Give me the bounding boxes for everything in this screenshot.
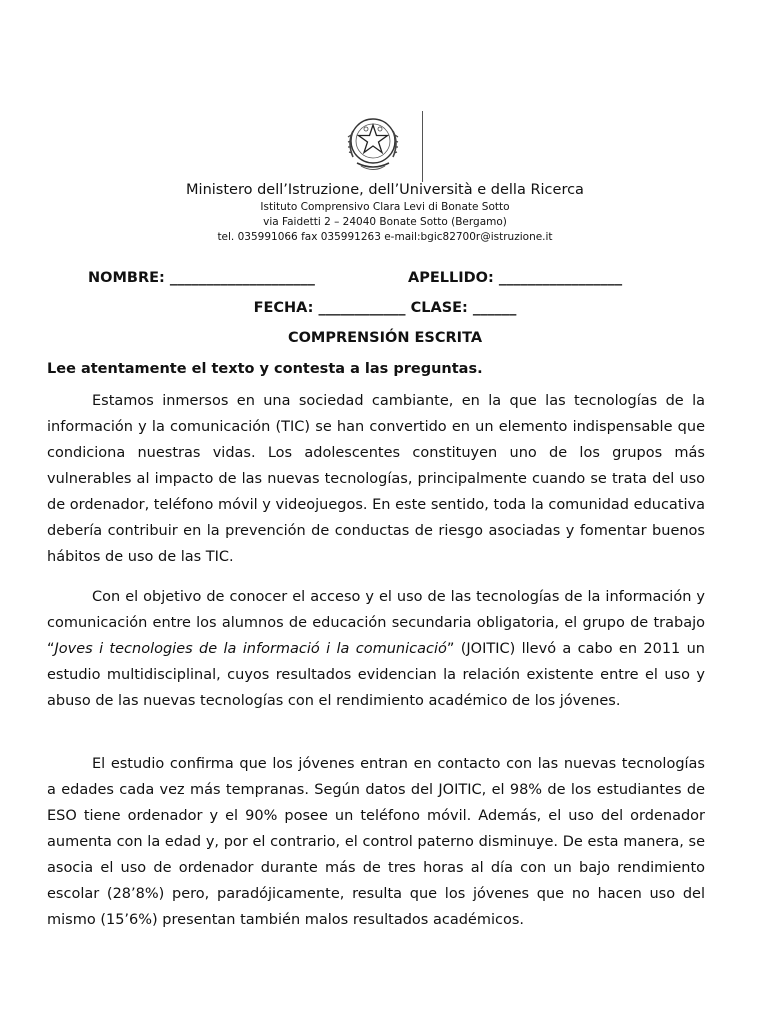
paragraph-1-text: Estamos inmersos en una sociedad cambiante, en la que las tecnologías de la información y la comunicación (TIC) se han convertido en un elemento indispensable que condiciona nuestras vidas. Los adolescentes constituyen uno de los grupos más vulnerables al impacto de las nuevas tecnologías, principalmente cuando se trata del uso de ordenador, teléfono móvil y videojuegos. En este sentido, toda la comunidad educativa debería contribuir en la prevención de conductas de riesgo asociadas y fomentar buenos hábitos de uso de las TIC. <box>47 393 705 565</box>
paragraph-3 <box>47 751 705 933</box>
paragraph-1 <box>47 388 705 570</box>
italian-republic-emblem-icon <box>345 111 401 177</box>
header-divider <box>422 111 423 182</box>
document-title: COMPRENSIÓN ESCRITA <box>287 330 483 346</box>
paragraph-2-text <box>47 584 705 714</box>
clase-field: CLASE: ______ <box>410 300 517 316</box>
school-contacts: tel. 035991066 fax 035991263 e-mail:bgic82700r@istruzione.it <box>217 231 553 243</box>
fecha-field: FECHA: ____________ <box>253 300 406 316</box>
letterhead <box>0 180 770 245</box>
nombre-field: NOMBRE: ____________________ <box>88 270 315 286</box>
paragraph-2 <box>47 584 705 714</box>
paragraph-2-part-1: Con el objetivo de conocer el acceso y el uso de las tecnologías de la información y comunicación entre los alumnos de educación secundaria obligatoria, el grupo de trabajo “ <box>47 589 705 657</box>
paragraph-2-group-name: Joves i tecnologies de la informació i la comunicació <box>54 641 447 657</box>
paragraph-2-part-2: ” (JOITIC) llevó a cabo en 2011 un estudio multidisciplinal, cuyos resultados evidencian la relación existente entre el uso y abuso de las nuevas tecnologías con el rendimiento académico de los jóvenes. <box>47 641 705 709</box>
instruction: Lee atentamente el texto y contesta a las preguntas. <box>47 361 483 377</box>
apellido-field: APELLIDO: _________________ <box>408 270 623 286</box>
paragraph-3-text: El estudio confirma que los jóvenes entran en contacto con las nuevas tecnologías a edades cada vez más tempranas. Según datos del JOITIC, el 98% de los estudiantes de ESO tiene ordenador y el 90% posee un teléfono móvil. Además, el uso del ordenador aumenta con la edad y, por el contrario, el control paterno disminuye. De esta manera, se asocia el uso de ordenador durante más de tres horas al día con un bajo rendimiento escolar (28’8%) pero, paradójicamente, resulta que los jóvenes que no hacen uso del mismo (15’6%) presentan también malos resultados académicos. <box>47 756 705 928</box>
school-address: via Faidetti 2 – 24040 Bonate Sotto (Bergamo) <box>263 216 507 228</box>
ministry-name: Ministero dell’Istruzione, dell’Università e della Ricerca <box>186 182 584 198</box>
school-name: Istituto Comprensivo Clara Levi di Bonate Sotto <box>260 201 510 213</box>
